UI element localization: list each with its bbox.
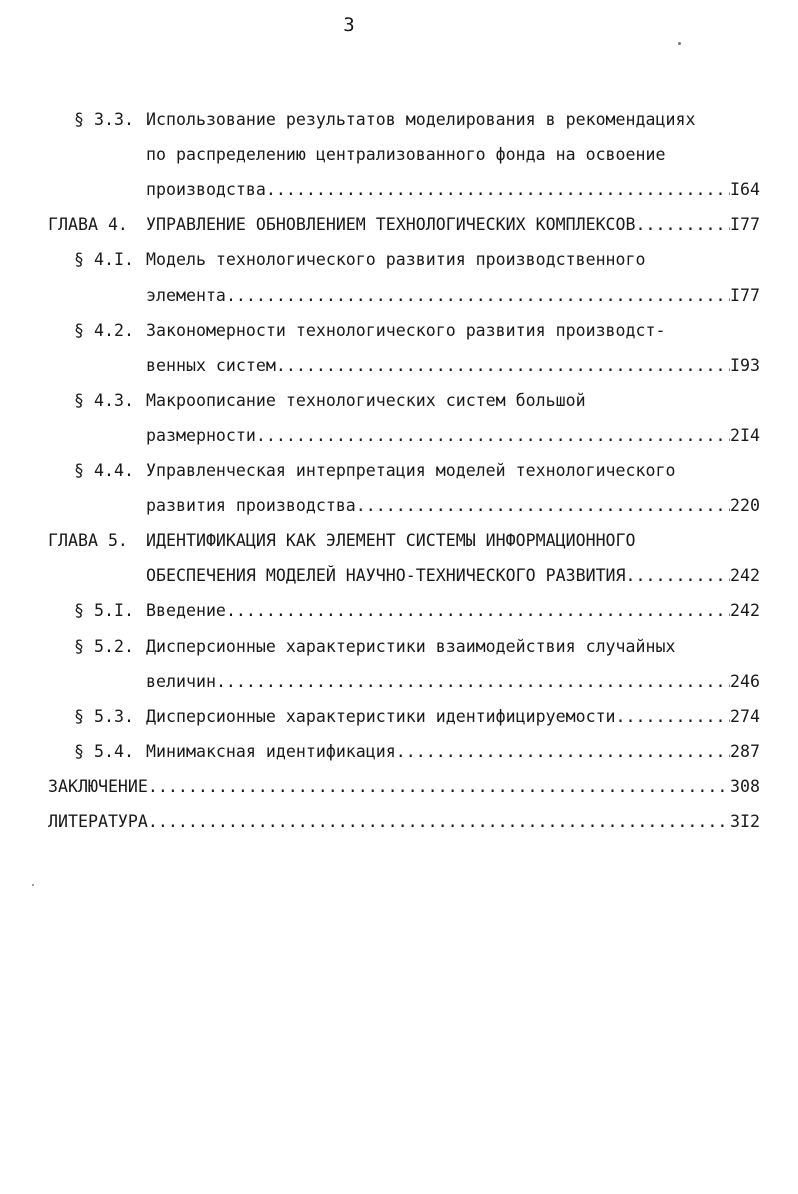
toc-line [0,734,798,769]
toc-entry-last-line [48,804,760,839]
dot-leader [356,488,730,523]
dot-leader [276,348,730,383]
entry-title: Закономерности технологического развития производст- [146,320,666,340]
entry-title: Минимаксная идентификация [146,741,396,761]
dot-leader [256,418,730,453]
toc-line [0,418,798,453]
toc-entry-last-line [146,488,760,523]
toc-line [0,348,798,383]
toc-entry-last-line [146,418,760,453]
entry-title: производства [146,180,266,200]
toc-entry-last-line [146,348,760,383]
toc-line [0,804,798,839]
section-number: § 5.4. [74,741,134,761]
dot-leader [396,734,730,769]
entry-title: ОБЕСПЕЧЕНИЯ МОДЕЛЕЙ НАУЧНО-ТЕХНИЧЕСКОГО РАЗВИТИЯ [146,566,626,586]
page-number: 3 [343,14,355,36]
toc-line [0,137,798,172]
toc-line [0,207,798,242]
scan-speck [32,884,34,886]
toc-entry-last-line [146,278,760,313]
entry-title: ИДЕНТИФИКАЦИЯ КАК ЭЛЕМЕНТ СИСТЕМЫ ИНФОРМАЦИОННОГО [146,531,636,551]
entry-page-number: 274 [730,706,760,726]
toc-line [0,769,798,804]
dot-leader [148,769,730,804]
entry-title: Макроописание технологических систем большой [146,390,586,410]
section-number: § 5.I. [74,601,134,621]
section-number: § 4.4. [74,461,134,480]
entry-title: по распределению централизованного фонда на освоение [146,145,666,165]
toc-line [0,383,798,418]
entry-title: УПРАВЛЕНИЕ ОБНОВЛЕНИЕМ ТЕХНОЛОГИЧЕСКИХ КОМПЛЕКСОВ [146,215,636,235]
entry-title: венных систем [146,355,276,375]
toc-line [0,593,798,628]
toc-line [0,558,798,593]
entry-title: развития производства [146,496,356,516]
entry-page-number: I77 [730,215,760,235]
entry-page-number: 242 [730,601,760,621]
entry-page-number: I93 [730,355,760,375]
toc-line [0,313,798,348]
entry-page-number: I64 [730,180,760,200]
toc-line [0,453,798,488]
section-number: § 4.I. [74,250,134,270]
toc-entry-last-line [146,734,760,769]
toc-entry-last-line [146,558,760,593]
toc-line [0,172,798,207]
entry-title: Использование результатов моделирования в рекомендациях [146,110,696,129]
entry-page-number: 220 [730,496,760,516]
entry-title: Введение [146,601,226,621]
dot-leader [226,593,730,628]
toc-line [0,629,798,664]
entry-title: ЛИТЕРАТУРА [48,812,148,831]
dot-leader [216,664,730,699]
dot-leader [626,558,730,593]
entry-page-number: 242 [730,566,760,586]
toc-line [0,699,798,734]
chapter-number: ГЛАВА 4. [48,215,128,235]
entry-title: ЗАКЛЮЧЕНИЕ [48,776,148,796]
section-number: § 4.2. [74,320,134,340]
toc-line [0,242,798,277]
toc-entry-last-line [146,593,760,628]
toc-line [0,664,798,699]
scan-speck [678,42,681,45]
toc-entry-last-line [146,207,760,242]
toc-line [0,488,798,523]
toc-entry-last-line [146,699,760,734]
entry-title: Дисперсионные характеристики идентифицируемости [146,706,616,726]
section-number: § 5.2. [74,636,134,656]
entry-title: элемента [146,285,226,305]
entry-page-number: 287 [730,741,760,761]
dot-leader [226,278,730,313]
dot-leader [266,172,730,207]
entry-title: Управленческая интерпретация моделей технологического [146,461,676,480]
dot-leader [148,804,730,839]
toc-entry-last-line [146,664,760,699]
entry-page-number: 308 [730,776,760,796]
entry-title: Модель технологического развития производственного [146,250,646,270]
entry-title: Дисперсионные характеристики взаимодействия случайных [146,636,676,656]
toc-entry-last-line [48,769,760,804]
section-number: § 3.3. [74,110,134,129]
entry-page-number: 2I4 [730,425,760,445]
section-number: § 5.3. [74,706,134,726]
entry-page-number: 246 [730,671,760,691]
entry-title: величин [146,671,216,691]
section-number: § 4.3. [74,390,134,410]
toc-entry-last-line [146,172,760,207]
entry-title: размерности [146,425,256,445]
entry-page-number: I77 [730,285,760,305]
dot-leader [636,207,730,242]
chapter-number: ГЛАВА 5. [48,531,128,551]
dot-leader [616,699,730,734]
entry-page-number: 3I2 [730,812,760,831]
toc-line [0,523,798,558]
toc-line [0,278,798,313]
toc-line [0,102,798,137]
